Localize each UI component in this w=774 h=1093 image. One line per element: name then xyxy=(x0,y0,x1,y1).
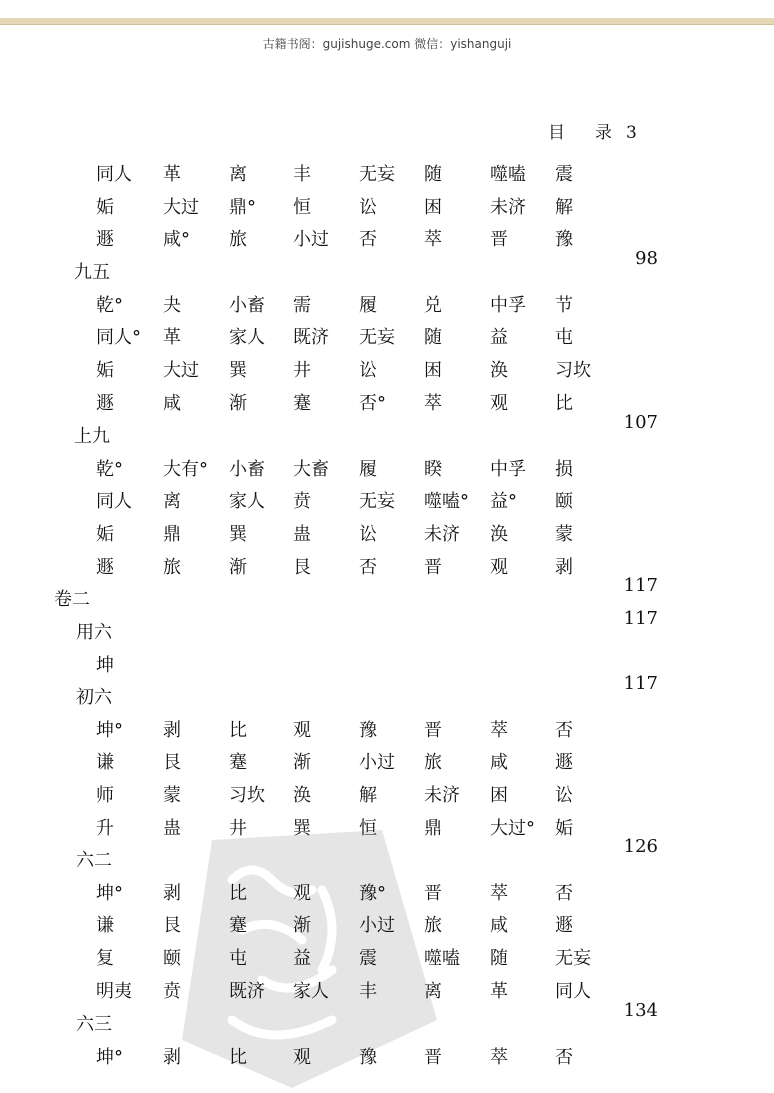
section-page-number: 117 xyxy=(623,608,658,629)
hexagram-entry: 无妄 xyxy=(359,327,395,349)
hexagram-entry: 艮 xyxy=(163,915,181,937)
hexagram-entry: 否 xyxy=(359,556,377,578)
hexagram-entry: 离 xyxy=(229,164,247,185)
hexagram-entry: 师 xyxy=(96,785,114,807)
hexagram-entry: 恒 xyxy=(359,817,377,839)
hexagram-entry: 晋 xyxy=(424,556,442,578)
hexagram-entry: 否 xyxy=(555,1046,573,1068)
section-page-number: 134 xyxy=(623,1000,658,1021)
hexagram-entry: 兑 xyxy=(424,294,442,316)
section-heading: 六三 xyxy=(76,1014,112,1035)
hexagram-entry: 小畜 xyxy=(229,294,265,316)
hexagram-entry: 履 xyxy=(359,294,377,316)
hexagram-entry: 大过 xyxy=(163,360,199,382)
hexagram-entry: 中孚 xyxy=(490,458,526,480)
hexagram-entry: 颐 xyxy=(555,491,573,513)
hexagram-entry: 需 xyxy=(293,294,311,316)
hexagram-entry: 蹇 xyxy=(293,392,311,414)
hexagram-entry: 噬嗑 xyxy=(424,948,460,970)
hexagram-entry: 益° xyxy=(490,491,517,513)
hexagram-entry: 萃 xyxy=(490,1046,508,1068)
hexagram-entry: 小过 xyxy=(359,752,395,774)
hexagram-entry: 夬 xyxy=(163,294,181,316)
hexagram-entry: 观 xyxy=(293,1046,311,1068)
hexagram-entry: 蹇 xyxy=(229,752,247,774)
hexagram-entry: 屯 xyxy=(555,327,573,349)
hexagram-entry: 蒙 xyxy=(163,785,181,807)
hexagram-entry: 遯 xyxy=(555,915,573,937)
hexagram-entry: 困 xyxy=(424,196,442,218)
hexagram-entry: 乾° xyxy=(96,294,123,316)
hexagram-entry: 涣 xyxy=(490,524,508,546)
hexagram-entry: 革 xyxy=(490,980,508,1002)
hexagram-entry: 无妄 xyxy=(359,164,395,185)
section-page-number: 107 xyxy=(623,412,658,433)
section-page-number: 117 xyxy=(623,575,658,596)
hexagram-entry: 咸 xyxy=(490,915,508,937)
hexagram-entry: 损 xyxy=(555,458,573,480)
hexagram-entry: 大过° xyxy=(490,817,535,839)
hexagram-entry: 萃 xyxy=(490,719,508,741)
hexagram-entry: 否 xyxy=(359,229,377,251)
hexagram-entry: 咸° xyxy=(163,229,190,251)
hexagram-entry: 比 xyxy=(229,719,247,741)
hexagram-entry: 剥 xyxy=(555,556,573,578)
page-number: 3 xyxy=(626,123,637,143)
hexagram-entry: 艮 xyxy=(293,556,311,578)
hexagram-entry: 未济 xyxy=(424,524,460,546)
hexagram-entry: 讼 xyxy=(359,196,377,218)
hexagram-entry: 震 xyxy=(359,948,377,970)
hexagram-entry: 坤° xyxy=(96,882,123,904)
hexagram-entry: 大畜 xyxy=(293,458,329,480)
hexagram-entry: 艮 xyxy=(163,752,181,774)
hexagram-entry: 丰 xyxy=(293,164,311,185)
site-watermark-text: 古籍书阁：gujishuge.com 微信：yishanguji xyxy=(262,37,512,51)
hexagram-entry: 未济 xyxy=(490,196,526,218)
hexagram-entry: 益 xyxy=(293,948,311,970)
hexagram-entry: 渐 xyxy=(229,556,247,578)
hexagram-entry: 随 xyxy=(424,327,442,349)
hexagram-entry: 震 xyxy=(555,164,573,185)
hexagram-entry: 习坎 xyxy=(229,785,265,807)
hexagram-entry: 乾° xyxy=(96,458,123,480)
hexagram-entry: 观 xyxy=(293,882,311,904)
hexagram-entry: 解 xyxy=(359,785,377,807)
hexagram-entry: 革 xyxy=(163,164,181,185)
section-heading: 九五 xyxy=(74,262,110,283)
hexagram-entry: 讼 xyxy=(359,524,377,546)
hexagram-entry: 离 xyxy=(163,491,181,513)
running-head xyxy=(548,118,637,143)
hexagram-entry: 姤 xyxy=(555,817,573,839)
hexagram-entry: 观 xyxy=(293,719,311,741)
hexagram-entry: 蹇 xyxy=(229,915,247,937)
hexagram-entry: 大有° xyxy=(163,458,208,480)
hexagram-entry: 遯 xyxy=(96,556,114,578)
hexagram-entry: 豫 xyxy=(359,1046,377,1068)
hexagram-entry: 未济 xyxy=(424,785,460,807)
running-head-left: 目 xyxy=(548,123,565,143)
top-rule-line xyxy=(0,24,774,25)
hexagram-entry: 节 xyxy=(555,294,573,316)
hexagram-entry: 鼎° xyxy=(229,196,256,218)
hexagram-entry: 恒 xyxy=(293,196,311,218)
hexagram-entry: 益 xyxy=(490,327,508,349)
hexagram-entry: 比 xyxy=(229,1046,247,1068)
hexagram-entry: 遯 xyxy=(96,229,114,251)
hexagram-entry: 家人 xyxy=(229,327,265,349)
hexagram-entry: 剥 xyxy=(163,719,181,741)
hexagram-entry: 无妄 xyxy=(555,948,591,970)
hexagram-entry: 谦 xyxy=(96,752,114,774)
hexagram-entry: 渐 xyxy=(293,915,311,937)
hexagram-entry: 大过 xyxy=(163,196,199,218)
hexagram-entry: 家人 xyxy=(293,980,329,1002)
section-heading: 卷二 xyxy=(54,589,90,610)
hexagram-entry: 井 xyxy=(229,817,247,839)
hexagram-entry: 坤° xyxy=(96,1046,123,1068)
hexagram-entry: 比 xyxy=(229,882,247,904)
hexagram-entry: 无妄 xyxy=(359,491,395,513)
section-page-number: 117 xyxy=(623,673,658,694)
hexagram-entry: 习坎 xyxy=(555,360,591,382)
hexagram-entry: 涣 xyxy=(293,785,311,807)
hexagram-entry: 小过 xyxy=(293,229,329,251)
hexagram-entry: 困 xyxy=(490,785,508,807)
hexagram-entry: 遯 xyxy=(555,752,573,774)
hexagram-entry: 晋 xyxy=(424,1046,442,1068)
hexagram-entry: 讼 xyxy=(555,785,573,807)
hexagram-entry: 咸 xyxy=(163,392,181,414)
hexagram-entry: 小畜 xyxy=(229,458,265,480)
hexagram-entry: 鼎 xyxy=(163,524,181,546)
hexagram-entry: 晋 xyxy=(424,719,442,741)
hexagram-entry: 萃 xyxy=(424,229,442,251)
hexagram-entry: 复 xyxy=(96,948,114,970)
section-heading: 上九 xyxy=(74,426,110,447)
hexagram-entry: 豫 xyxy=(555,229,573,251)
hexagram-entry: 豫° xyxy=(359,882,386,904)
hexagram-entry: 萃 xyxy=(490,882,508,904)
hexagram-entry: 否 xyxy=(555,882,573,904)
section-page-number: 126 xyxy=(623,836,658,857)
hexagram-entry: 贲 xyxy=(293,491,311,513)
hexagram-entry: 小过 xyxy=(359,915,395,937)
hexagram-entry: 离 xyxy=(424,980,442,1002)
hexagram-entry: 剥 xyxy=(163,1046,181,1068)
hexagram-entry: 咸 xyxy=(490,752,508,774)
hexagram-entry: 剥 xyxy=(163,882,181,904)
hexagram-entry: 旅 xyxy=(424,752,442,774)
hexagram-entry: 履 xyxy=(359,458,377,480)
section-heading: 初六 xyxy=(76,687,112,708)
hexagram-entry: 谦 xyxy=(96,915,114,937)
hexagram-entry: 姤 xyxy=(96,360,114,382)
hexagram-entry: 渐 xyxy=(293,752,311,774)
hexagram-entry: 既济 xyxy=(229,980,265,1002)
hexagram-entry: 旅 xyxy=(424,915,442,937)
hexagram-entry: 观 xyxy=(490,392,508,414)
section-page-number: 98 xyxy=(635,248,658,269)
hexagram-entry: 既济 xyxy=(293,327,329,349)
hexagram-entry: 比 xyxy=(555,392,573,414)
hexagram-entry: 观 xyxy=(490,556,508,578)
hexagram-entry: 中孚 xyxy=(490,294,526,316)
hexagram-entry: 鼎 xyxy=(424,817,442,839)
hexagram-entry: 巽 xyxy=(229,360,247,382)
hexagram-entry: 困 xyxy=(424,360,442,382)
hexagram-entry: 同人 xyxy=(96,491,132,513)
running-head-mid: 录 xyxy=(595,123,612,143)
hexagram-entry: 萃 xyxy=(424,392,442,414)
hexagram-entry: 旅 xyxy=(163,556,181,578)
hexagram-entry: 蛊 xyxy=(293,524,311,546)
hexagram-entry: 巽 xyxy=(293,817,311,839)
hexagram-entry: 升 xyxy=(96,817,114,839)
hexagram-entry: 随 xyxy=(424,164,442,185)
hexagram-entry: 颐 xyxy=(163,948,181,970)
hexagram-entry: 屯 xyxy=(229,948,247,970)
hexagram-entry: 晋 xyxy=(490,229,508,251)
hexagram-entry: 涣 xyxy=(490,360,508,382)
hexagram-entry: 豫 xyxy=(359,719,377,741)
section-heading: 六二 xyxy=(76,850,112,871)
hexagram-entry: 噬嗑 xyxy=(490,164,526,185)
hexagram-entry: 遯 xyxy=(96,392,114,414)
hexagram-entry: 同人 xyxy=(96,164,132,185)
hexagram-entry: 丰 xyxy=(359,980,377,1002)
hexagram-entry: 渐 xyxy=(229,392,247,414)
hexagram-entry: 革 xyxy=(163,327,181,349)
hexagram-entry: 睽 xyxy=(424,458,442,480)
hexagram-entry: 蛊 xyxy=(163,817,181,839)
section-heading: 用六 xyxy=(76,622,112,643)
hexagram-entry: 坤° xyxy=(96,719,123,741)
hexagram-entry: 讼 xyxy=(359,360,377,382)
hexagram-entry: 贲 xyxy=(163,980,181,1002)
hexagram-entry: 巽 xyxy=(229,524,247,546)
hexagram-entry: 同人° xyxy=(96,327,141,349)
hexagram-entry: 随 xyxy=(490,948,508,970)
hexagram-entry: 坤 xyxy=(96,654,114,676)
hexagram-entry: 姤 xyxy=(96,196,114,218)
hexagram-entry: 明夷 xyxy=(96,980,132,1002)
hexagram-entry: 家人 xyxy=(229,491,265,513)
hexagram-entry: 否 xyxy=(555,719,573,741)
hexagram-entry: 噬嗑° xyxy=(424,491,469,513)
hexagram-entry: 晋 xyxy=(424,882,442,904)
hexagram-entry: 解 xyxy=(555,196,573,218)
hexagram-entry: 旅 xyxy=(229,229,247,251)
hexagram-entry: 否° xyxy=(359,392,386,414)
hexagram-entry: 蒙 xyxy=(555,524,573,546)
hexagram-entry: 姤 xyxy=(96,524,114,546)
hexagram-entry: 同人 xyxy=(555,980,591,1002)
hexagram-entry: 井 xyxy=(293,360,311,382)
